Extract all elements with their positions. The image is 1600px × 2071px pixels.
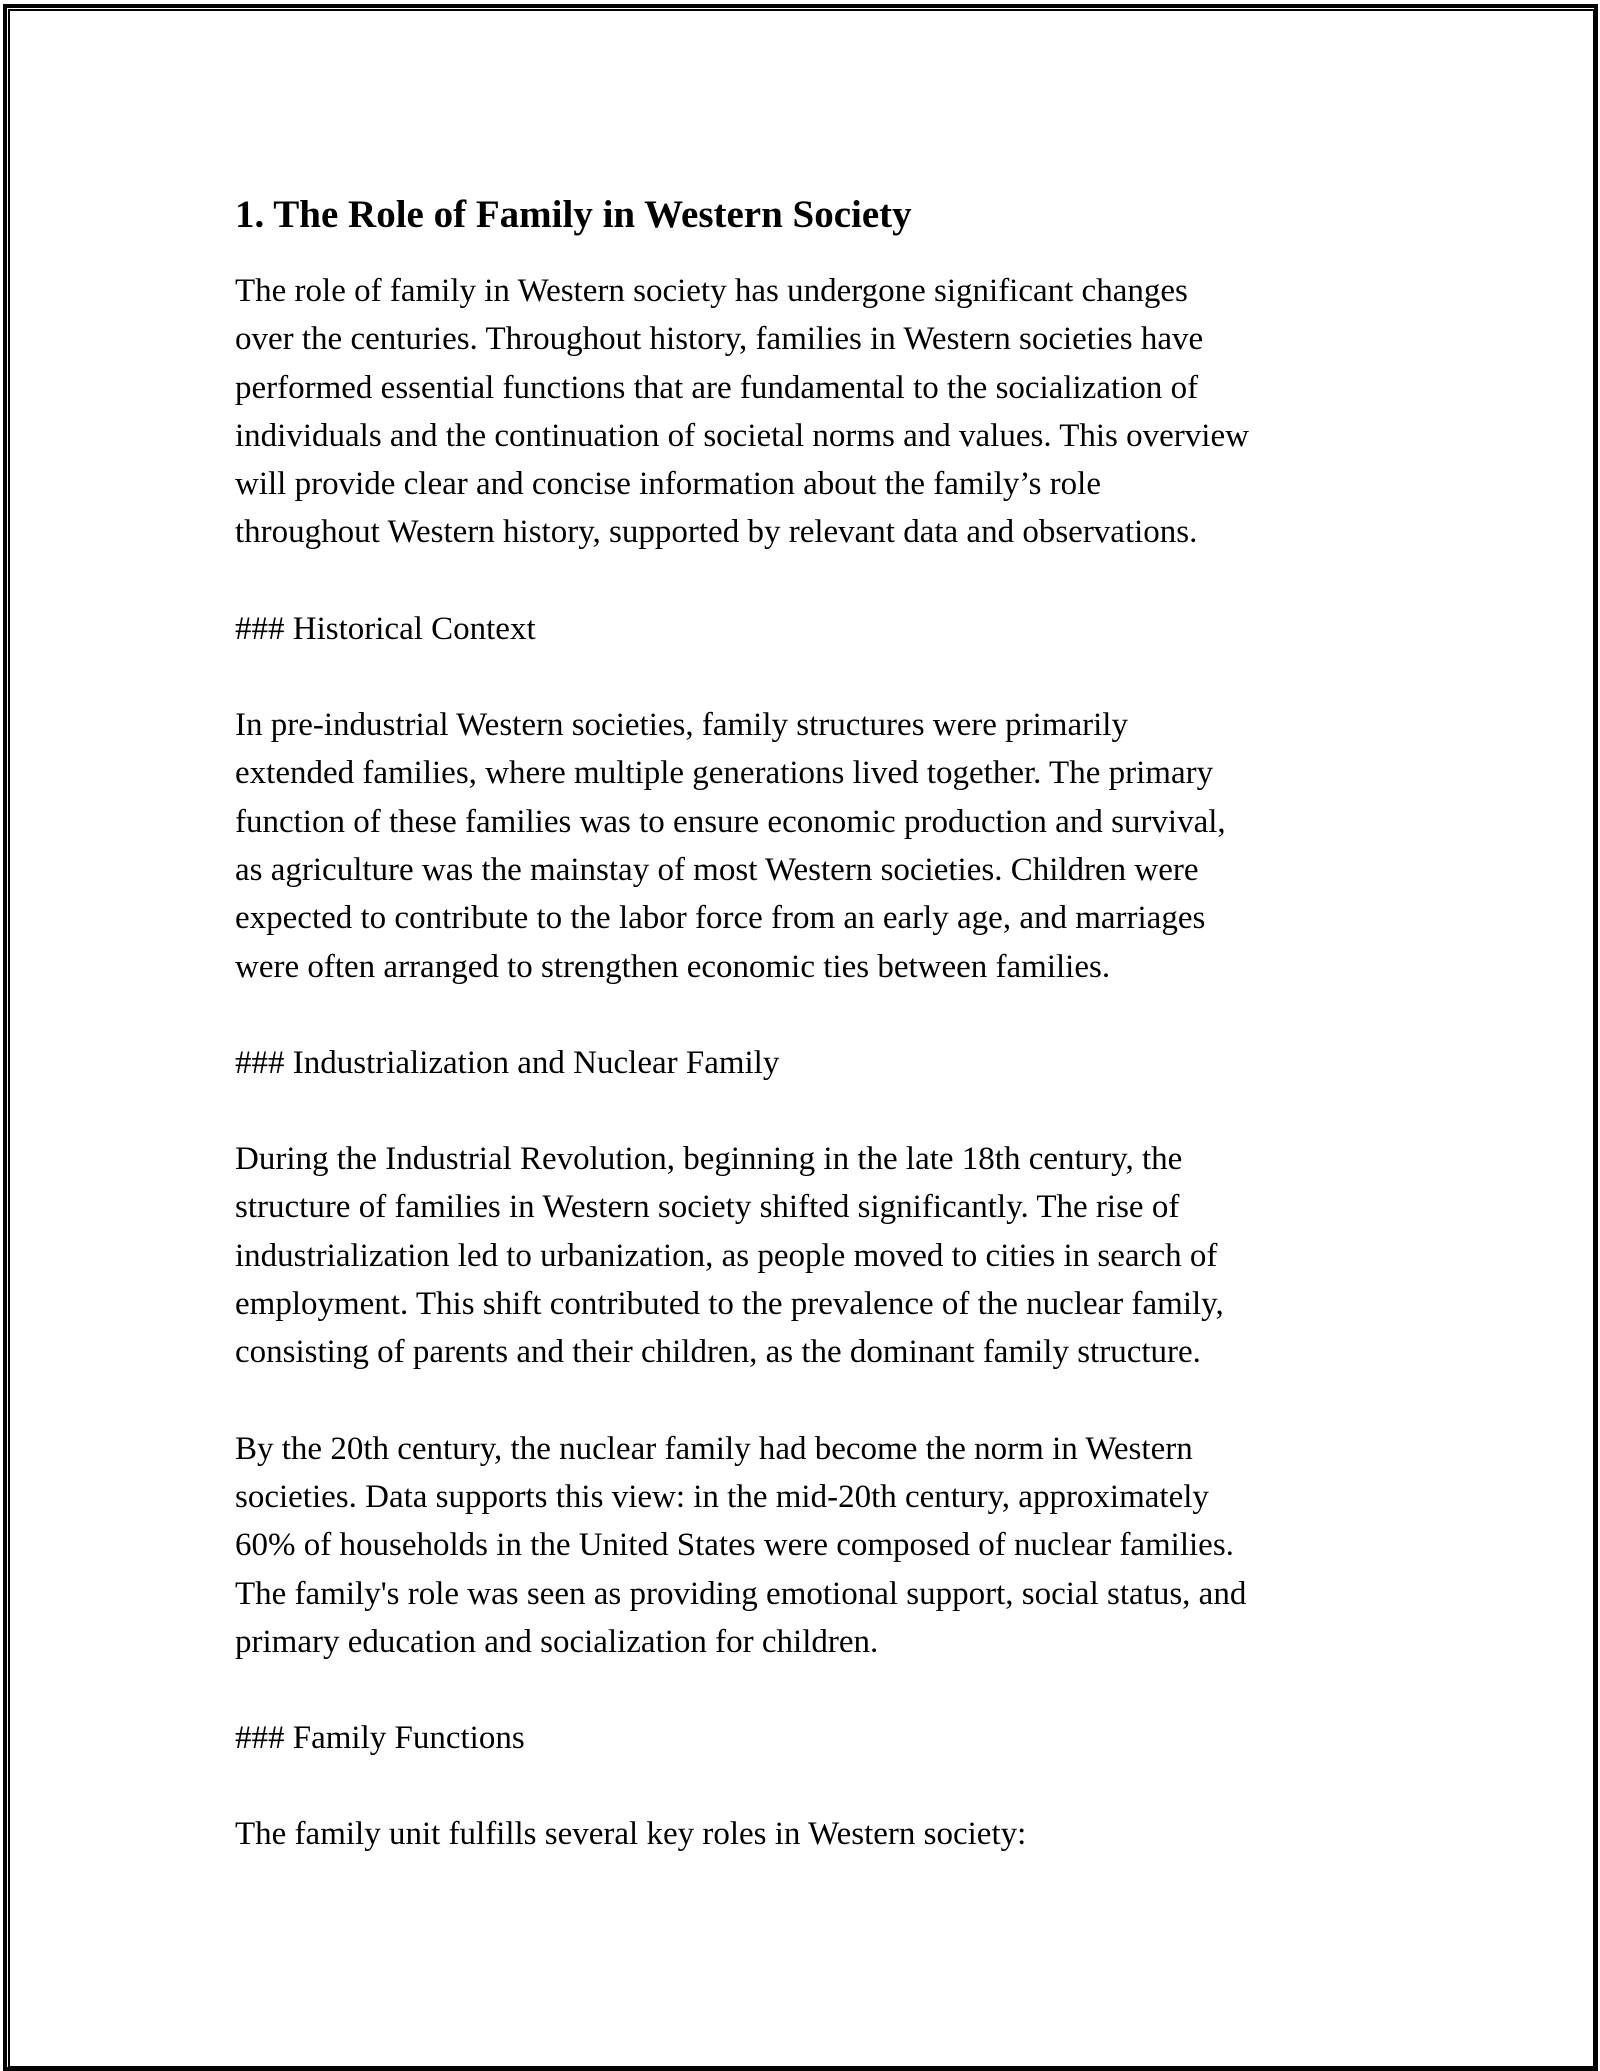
paragraph-line: expected to contribute to the labor force from an early age, and marriages [235,900,1206,937]
paragraph-line: By the 20th century, the nuclear family had become the norm in Western [235,1430,1193,1467]
document-body [235,183,1375,1907]
document-title: 1. The Role of Family in Western Society [235,193,912,236]
paragraph-line: throughout Western history, supported by relevant data and observations. [235,514,1198,551]
paragraph-line: The role of family in Western society has undergone significant changes [235,273,1188,309]
industrial-paragraph [235,1135,1375,1376]
paragraph-line: consisting of parents and their children, as the dominant family structure. [235,1334,1201,1371]
paragraph-line: The family's role was seen as providing emotional support, social status, and [235,1575,1247,1612]
paragraph-line: industrialization led to urbanization, as people moved to cities in search of [235,1237,1218,1274]
historical-paragraph [235,701,1375,991]
twentieth-century-paragraph [235,1425,1375,1666]
paragraph-line: In pre-industrial Western societies, family structures were primarily [235,707,1128,744]
paragraph-line: individuals and the continuation of societal norms and values. This overview [235,417,1249,454]
paragraph-line: structure of families in Western society shifted significantly. The rise of [235,1189,1180,1226]
paragraph-line: primary education and socialization for children. [235,1623,879,1660]
paragraph-line: extended families, where multiple generations lived together. The primary [235,755,1214,792]
heading-historical-context: ### Historical Context [235,610,536,647]
paragraph-line: societies. Data supports this view: in the mid-20th century, approximately [235,1478,1209,1515]
paragraph-line: over the centuries. Throughout history, families in Western societies have [235,321,1204,358]
paragraph-line: 60% of households in the United States were composed of nuclear families. [235,1527,1234,1564]
paragraph-line: as agriculture was the mainstay of most Western societies. Children were [235,851,1199,888]
paragraph-line: were often arranged to strengthen economic ties between families. [235,948,1111,985]
intro-paragraph [235,267,1375,557]
paragraph-line: During the Industrial Revolution, beginning in the late 18th century, the [235,1141,1183,1178]
heading-industrialization: ### Industrialization and Nuclear Family [235,1044,780,1081]
paragraph-line: will provide clear and concise information about the family’s role [235,466,1101,503]
paragraph-line: performed essential functions that are fundamental to the socialization of [235,369,1199,406]
heading-family-functions: ### Family Functions [235,1720,525,1757]
paragraph-line: employment. This shift contributed to the prevalence of the nuclear family, [235,1286,1224,1323]
paragraph-line: function of these families was to ensure economic production and survival, [235,803,1226,840]
functions-intro-paragraph: The family unit fulfills several key roles in Western society: [235,1816,1027,1853]
